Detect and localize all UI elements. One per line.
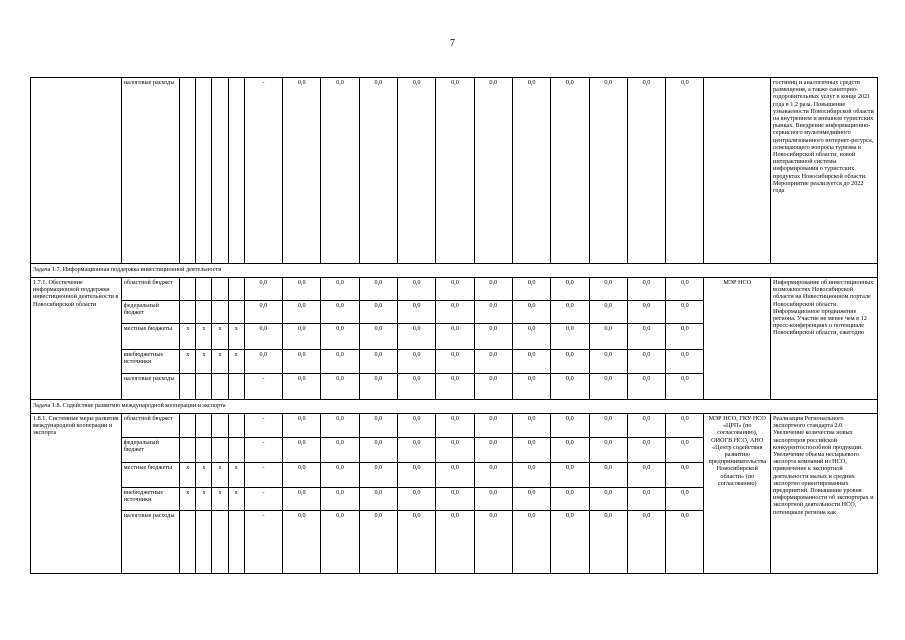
value-cell: 0,0 bbox=[512, 301, 550, 324]
x-cell: x bbox=[180, 463, 196, 488]
measure-cell: 1.7.1. Обеспечение информационной поддержки инвестиционной деятельности в Новосибирской области bbox=[31, 278, 122, 400]
source-cell: областной бюджет bbox=[121, 278, 179, 301]
value-cell: 0,0 bbox=[551, 414, 589, 438]
value-cell: 0,0 bbox=[666, 301, 704, 324]
value-cell: 0,0 bbox=[283, 438, 321, 463]
value-cell: 0,0 bbox=[551, 324, 589, 350]
x-cell bbox=[180, 511, 196, 574]
x-cell bbox=[212, 438, 228, 463]
value-cell: 0,0 bbox=[627, 463, 665, 488]
first-value-cell: - bbox=[244, 463, 282, 488]
value-cell: 0,0 bbox=[359, 78, 397, 264]
result-cell: Реализация Регионального экспортного стандарта 2.0. Увеличение количества новых экспортеров российской конкурентоспособной продукции. Увеличение объема несырьевого экспорта компаний из НСО, привлечение к экспортной деятельности малых и средних экспортно ориентированных предприятий. Повышение уровня информированности об экспортерах и экспортной деятельности НСО, потенциале региона как bbox=[771, 414, 878, 574]
value-cell: 0,0 bbox=[666, 278, 704, 301]
first-value-cell: 0,0 bbox=[244, 278, 282, 301]
value-cell: 0,0 bbox=[397, 278, 435, 301]
value-cell: 0,0 bbox=[512, 278, 550, 301]
value-cell: 0,0 bbox=[627, 414, 665, 438]
executor-cell bbox=[704, 78, 771, 264]
value-cell: 0,0 bbox=[474, 438, 512, 463]
x-cell: x bbox=[228, 488, 244, 511]
value-cell: 0,0 bbox=[589, 78, 627, 264]
value-cell: 0,0 bbox=[551, 78, 589, 264]
value-cell: 0,0 bbox=[666, 438, 704, 463]
value-cell: 0,0 bbox=[397, 463, 435, 488]
value-cell: 0,0 bbox=[397, 301, 435, 324]
x-cell bbox=[212, 414, 228, 438]
value-cell: 0,0 bbox=[397, 511, 435, 574]
value-cell: 0,0 bbox=[321, 511, 359, 574]
value-cell: 0,0 bbox=[512, 350, 550, 374]
value-cell: 0,0 bbox=[666, 463, 704, 488]
value-cell: 0,0 bbox=[512, 414, 550, 438]
value-cell: 0,0 bbox=[551, 438, 589, 463]
x-cell bbox=[212, 78, 228, 264]
x-cell: x bbox=[180, 488, 196, 511]
x-cell: x bbox=[212, 350, 228, 374]
x-cell bbox=[196, 301, 212, 324]
x-cell bbox=[196, 511, 212, 574]
x-cell bbox=[212, 301, 228, 324]
value-cell: 0,0 bbox=[474, 350, 512, 374]
value-cell: 0,0 bbox=[589, 301, 627, 324]
first-value-cell: - bbox=[244, 374, 282, 400]
task-row bbox=[31, 400, 878, 414]
x-cell bbox=[212, 374, 228, 400]
value-cell: 0,0 bbox=[627, 324, 665, 350]
table-row bbox=[31, 278, 878, 301]
value-cell: 0,0 bbox=[436, 374, 474, 400]
value-cell: 0,0 bbox=[397, 324, 435, 350]
x-cell bbox=[228, 414, 244, 438]
value-cell: 0,0 bbox=[359, 488, 397, 511]
value-cell: 0,0 bbox=[627, 511, 665, 574]
value-cell: 0,0 bbox=[512, 374, 550, 400]
value-cell: 0,0 bbox=[283, 488, 321, 511]
x-cell bbox=[228, 301, 244, 324]
value-cell: 0,0 bbox=[551, 301, 589, 324]
value-cell: 0,0 bbox=[321, 78, 359, 264]
value-cell: 0,0 bbox=[436, 463, 474, 488]
x-cell: x bbox=[196, 324, 212, 350]
first-value-cell: - bbox=[244, 511, 282, 574]
x-cell bbox=[180, 414, 196, 438]
value-cell: 0,0 bbox=[283, 374, 321, 400]
value-cell: 0,0 bbox=[474, 511, 512, 574]
first-value-cell: 0,0 bbox=[244, 350, 282, 374]
value-cell: 0,0 bbox=[666, 324, 704, 350]
value-cell: 0,0 bbox=[359, 278, 397, 301]
dash-cell: - bbox=[244, 78, 282, 264]
value-cell: 0,0 bbox=[551, 511, 589, 574]
value-cell: 0,0 bbox=[321, 350, 359, 374]
x-cell: x bbox=[228, 350, 244, 374]
value-cell: 0,0 bbox=[666, 78, 704, 264]
first-value-cell: - bbox=[244, 414, 282, 438]
first-value-cell: - bbox=[244, 438, 282, 463]
x-cell bbox=[196, 374, 212, 400]
result-cell: Информирование об инвестиционных возможностях Новосибирской области на Инвестиционном портале Новосибирской области. Информационное продвижение региона. Участие не менее чем в 12 пресс-конференциях о потенциале Новосибирской области, ежегодно bbox=[771, 278, 878, 400]
first-value-cell: - bbox=[244, 488, 282, 511]
value-cell: 0,0 bbox=[283, 511, 321, 574]
first-value-cell: 0,0 bbox=[244, 301, 282, 324]
x-cell bbox=[228, 438, 244, 463]
value-cell: 0,0 bbox=[436, 438, 474, 463]
value-cell: 0,0 bbox=[283, 301, 321, 324]
value-cell: 0,0 bbox=[627, 350, 665, 374]
value-cell: 0,0 bbox=[359, 301, 397, 324]
x-cell bbox=[196, 414, 212, 438]
value-cell: 0,0 bbox=[666, 350, 704, 374]
task-heading: Задача 1.7. Информационная поддержка инвестиционной деятельности bbox=[31, 264, 878, 278]
x-cell bbox=[228, 78, 244, 264]
x-cell bbox=[180, 278, 196, 301]
x-cell: x bbox=[212, 324, 228, 350]
value-cell: 0,0 bbox=[397, 438, 435, 463]
x-cell: x bbox=[212, 488, 228, 511]
value-cell: 0,0 bbox=[666, 488, 704, 511]
value-cell: 0,0 bbox=[551, 350, 589, 374]
value-cell: 0,0 bbox=[321, 374, 359, 400]
value-cell: 0,0 bbox=[666, 511, 704, 574]
x-cell bbox=[228, 511, 244, 574]
x-cell bbox=[180, 438, 196, 463]
executor-cell: МЭР НСО, ГКУ НСО «ЦРП» (по согласованию), ОИОГВ НСО, АНО «Центр содействия развитию предпринимательства Новосибирской области» (по согласованию) bbox=[704, 414, 771, 574]
value-cell: 0,0 bbox=[474, 278, 512, 301]
value-cell: 0,0 bbox=[436, 350, 474, 374]
source-cell: внебюджетные источники bbox=[121, 350, 179, 374]
source-cell: налоговые расходы bbox=[121, 78, 179, 264]
value-cell: 0,0 bbox=[589, 463, 627, 488]
x-cell bbox=[212, 278, 228, 301]
value-cell: 0,0 bbox=[436, 324, 474, 350]
value-cell: 0,0 bbox=[359, 511, 397, 574]
value-cell: 0,0 bbox=[474, 301, 512, 324]
source-cell: налоговые расходы bbox=[121, 511, 179, 574]
x-cell bbox=[212, 511, 228, 574]
value-cell: 0,0 bbox=[627, 438, 665, 463]
x-cell bbox=[228, 374, 244, 400]
value-cell: 0,0 bbox=[436, 511, 474, 574]
value-cell: 0,0 bbox=[321, 438, 359, 463]
value-cell: 0,0 bbox=[359, 374, 397, 400]
first-value-cell: 0,0 bbox=[244, 324, 282, 350]
value-cell: 0,0 bbox=[359, 414, 397, 438]
value-cell: 0,0 bbox=[474, 463, 512, 488]
value-cell: 0,0 bbox=[359, 324, 397, 350]
source-cell: федеральный бюджет bbox=[121, 301, 179, 324]
value-cell: 0,0 bbox=[551, 463, 589, 488]
value-cell: 0,0 bbox=[512, 511, 550, 574]
value-cell: 0,0 bbox=[512, 78, 550, 264]
value-cell: 0,0 bbox=[474, 374, 512, 400]
value-cell: 0,0 bbox=[589, 324, 627, 350]
value-cell: 0,0 bbox=[589, 511, 627, 574]
x-cell: x bbox=[180, 324, 196, 350]
x-cell: x bbox=[196, 488, 212, 511]
value-cell: 0,0 bbox=[436, 278, 474, 301]
x-cell bbox=[196, 78, 212, 264]
value-cell: 0,0 bbox=[397, 414, 435, 438]
x-cell bbox=[196, 278, 212, 301]
value-cell: 0,0 bbox=[321, 301, 359, 324]
measure-cell: 1.8.1. Системные меры развития международной кооперации и экспорта bbox=[31, 414, 122, 574]
x-cell: x bbox=[228, 463, 244, 488]
value-cell: 0,0 bbox=[321, 278, 359, 301]
x-cell bbox=[180, 301, 196, 324]
value-cell: 0,0 bbox=[551, 374, 589, 400]
value-cell: 0,0 bbox=[359, 463, 397, 488]
value-cell: 0,0 bbox=[283, 324, 321, 350]
value-cell: 0,0 bbox=[397, 350, 435, 374]
value-cell: 0,0 bbox=[474, 414, 512, 438]
x-cell bbox=[228, 278, 244, 301]
value-cell: 0,0 bbox=[589, 414, 627, 438]
value-cell: 0,0 bbox=[436, 301, 474, 324]
value-cell: 0,0 bbox=[283, 414, 321, 438]
x-cell bbox=[180, 78, 196, 264]
value-cell: 0,0 bbox=[589, 278, 627, 301]
value-cell: 0,0 bbox=[474, 78, 512, 264]
value-cell: 0,0 bbox=[512, 324, 550, 350]
table-row bbox=[31, 78, 878, 264]
value-cell: 0,0 bbox=[283, 350, 321, 374]
value-cell: 0,0 bbox=[321, 488, 359, 511]
value-cell: 0,0 bbox=[551, 278, 589, 301]
value-cell: 0,0 bbox=[436, 488, 474, 511]
value-cell: 0,0 bbox=[551, 488, 589, 511]
x-cell bbox=[180, 374, 196, 400]
page-number: 7 bbox=[450, 38, 455, 49]
table-row bbox=[31, 414, 878, 438]
value-cell: 0,0 bbox=[512, 438, 550, 463]
source-cell: налоговые расходы bbox=[121, 374, 179, 400]
value-cell: 0,0 bbox=[589, 488, 627, 511]
x-cell: x bbox=[180, 350, 196, 374]
value-cell: 0,0 bbox=[283, 463, 321, 488]
result-cell: гостиниц и аналогичных средств размещения, а также санаторно-оздоровительных услуг в конце 2021 года в 1,2 раза. Повышение узнаваемости Новосибирской области на внутреннем и внешнем туристских рынках. Внедрение информационно-сервисного мультимедийного централизованного интернет-ресурса, освещающего вопросы туризма в Новосибирской области, новой интерактивной системы информирования о туристских продуктах Новосибирской области. Мероприятие реализуется до 2022 года bbox=[771, 78, 878, 264]
value-cell: 0,0 bbox=[627, 488, 665, 511]
x-cell: x bbox=[228, 324, 244, 350]
task-heading: Задача 1.8. Содействие развитию международной кооперации и экспорта bbox=[31, 400, 878, 414]
value-cell: 0,0 bbox=[397, 488, 435, 511]
value-cell: 0,0 bbox=[512, 488, 550, 511]
value-cell: 0,0 bbox=[321, 324, 359, 350]
value-cell: 0,0 bbox=[359, 438, 397, 463]
task-row bbox=[31, 264, 878, 278]
program-table bbox=[30, 77, 878, 574]
value-cell: 0,0 bbox=[589, 350, 627, 374]
value-cell: 0,0 bbox=[666, 374, 704, 400]
value-cell: 0,0 bbox=[474, 488, 512, 511]
source-cell: внебюджетные источники bbox=[121, 488, 179, 511]
value-cell: 0,0 bbox=[627, 301, 665, 324]
value-cell: 0,0 bbox=[321, 414, 359, 438]
value-cell: 0,0 bbox=[627, 78, 665, 264]
x-cell: x bbox=[212, 463, 228, 488]
source-cell: местные бюджеты bbox=[121, 324, 179, 350]
value-cell: 0,0 bbox=[436, 78, 474, 264]
value-cell: 0,0 bbox=[666, 414, 704, 438]
value-cell: 0,0 bbox=[627, 278, 665, 301]
executor-cell: МЭР НСО bbox=[704, 278, 771, 400]
value-cell: 0,0 bbox=[359, 350, 397, 374]
value-cell: 0,0 bbox=[512, 463, 550, 488]
value-cell: 0,0 bbox=[321, 463, 359, 488]
source-cell: федеральный бюджет bbox=[121, 438, 179, 463]
x-cell: x bbox=[196, 463, 212, 488]
value-cell: 0,0 bbox=[283, 78, 321, 264]
measure-cell bbox=[31, 78, 122, 264]
value-cell: 0,0 bbox=[397, 374, 435, 400]
value-cell: 0,0 bbox=[589, 438, 627, 463]
source-cell: местные бюджеты bbox=[121, 463, 179, 488]
value-cell: 0,0 bbox=[283, 278, 321, 301]
source-cell: областной бюджет bbox=[121, 414, 179, 438]
x-cell bbox=[196, 438, 212, 463]
x-cell: x bbox=[196, 350, 212, 374]
value-cell: 0,0 bbox=[397, 78, 435, 264]
value-cell: 0,0 bbox=[474, 324, 512, 350]
value-cell: 0,0 bbox=[627, 374, 665, 400]
value-cell: 0,0 bbox=[589, 374, 627, 400]
value-cell: 0,0 bbox=[436, 414, 474, 438]
